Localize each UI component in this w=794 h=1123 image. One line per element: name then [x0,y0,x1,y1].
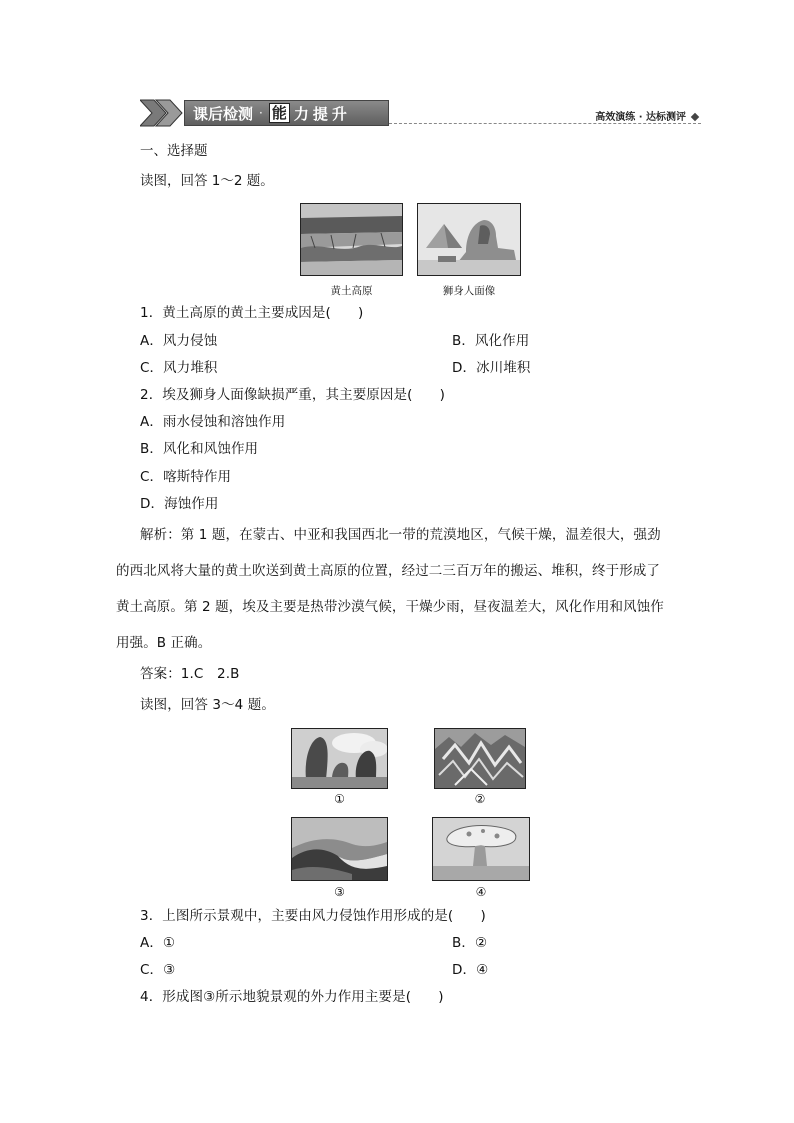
mushroom-rock-photo [432,817,530,881]
diamond-icon [691,113,699,121]
q4-stem: 4．形成图③所示地貌景观的外力作用主要是( ) [140,989,444,1005]
banner-char-1: 能 [269,103,290,123]
caption-2: ② [474,792,486,806]
answer-1-2: 答案：1.C 2.B [140,666,240,682]
analysis-line-3: 黄土高原。第 2 题，埃及主要是热带沙漠气候，干燥少雨，昼夜温差大，风化作用和风蚀作 [116,599,664,615]
karst-peaks-photo [291,728,388,789]
analysis-line-2: 的西北风将大量的黄土吹送到黄土高原的位置，经过二三百万年的搬运、堆积，终于形成了 [116,563,660,579]
section-banner [184,100,389,126]
header-right-text: 高效演练 · 达标测评 [595,112,686,123]
chevron-arrows-icon [140,98,186,128]
caption-1: ① [334,792,345,806]
sphinx-photo [417,203,521,276]
q3-option-d: D．④ [452,962,489,978]
banner-dot: · [259,106,263,120]
q3-option-c: C．③ [140,962,176,978]
banner-char-4: 升 [331,104,347,123]
q1-option-b: B．风化作用 [452,333,530,349]
q2-option-a: A．雨水侵蚀和溶蚀作用 [140,414,286,430]
caption-3: ③ [334,885,345,899]
q2-option-d: D．海蚀作用 [140,496,219,512]
intro-q1-2: 读图，回答 1～2 题。 [140,173,274,189]
q1-stem: 1．黄土高原的黄土主要成因是( ) [140,305,364,321]
q1-option-d: D．冰川堆积 [452,360,531,376]
caption-sphinx: 狮身人面像 [442,285,496,297]
intro-q3-4: 读图，回答 3～4 题。 [140,697,275,713]
banner-char-3: 提 [312,104,328,123]
q2-stem: 2．埃及狮身人面像缺损严重，其主要原因是( ) [140,387,446,403]
analysis-line-1: 解析：第 1 题，在蒙古、中亚和我国西北一带的荒漠地区，气候干燥，温差很大，强劲 [140,527,661,543]
q1-option-a: A．风力侵蚀 [140,333,218,349]
banner-label: 课后检测 [193,104,254,123]
q3-stem: 3．上图所示景观中，主要由风力侵蚀作用形成的是( ) [140,908,486,924]
q1-option-c: C．风力堆积 [140,360,218,376]
caption-4: ④ [475,885,487,899]
q2-option-c: C．喀斯特作用 [140,469,232,485]
analysis-line-4: 用强。B 正确。 [116,635,212,651]
caption-loess: 黄土高原 [330,285,373,297]
banner-char-2: 力 [293,104,309,123]
loess-plateau-photo [300,203,403,276]
q3-option-a: A．① [140,935,176,951]
glacier-mountains-photo [434,728,526,789]
q2-option-b: B．风化和风蚀作用 [140,441,259,457]
q3-option-b: B．② [452,935,488,951]
sand-dunes-photo [291,817,388,881]
section-title: 一、选择题 [140,143,208,159]
